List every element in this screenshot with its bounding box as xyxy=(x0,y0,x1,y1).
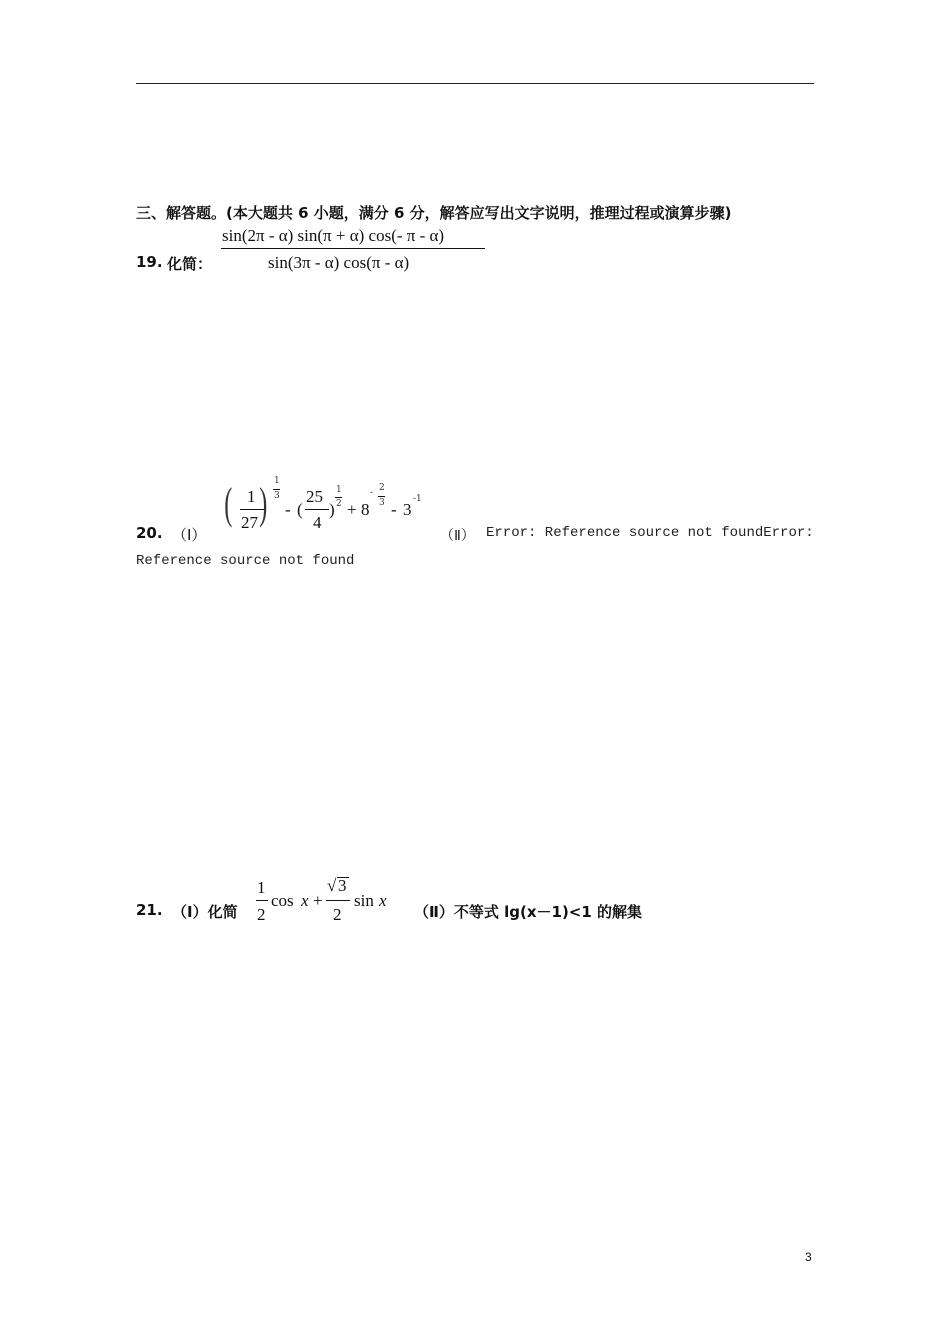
q21-f1-bar xyxy=(256,900,268,901)
q20-big-paren-left: ( xyxy=(224,479,233,528)
q21-sqrt-sign: √ xyxy=(327,876,337,895)
q20-exp1-bar xyxy=(273,489,280,490)
q20-base8: 8 xyxy=(361,500,370,519)
q19-fraction-bar xyxy=(221,248,485,249)
q20-exp2-num: 1 xyxy=(336,485,342,495)
q20-frac2-den: 4 xyxy=(313,513,322,532)
header-rule xyxy=(136,83,814,84)
q20-exp1-den: 3 xyxy=(274,491,280,501)
q20-part2: （Ⅱ） xyxy=(440,529,475,545)
q20-exp3-num: 2 xyxy=(379,483,385,493)
q20-exp3-bar xyxy=(378,496,385,497)
section-heading: 三、解答题。(本大题共 6 小题，满分 6 分，解答应写出文字说明，推理过程或演算步骤) xyxy=(136,204,732,222)
q20-frac2-bar xyxy=(305,509,329,510)
q21-label: 21. xyxy=(136,901,163,919)
q19-denominator: sin(3π - α) cos(π - α) xyxy=(268,253,410,272)
q20-exp2-den: 2 xyxy=(336,499,342,509)
q20-frac2-num: 25 xyxy=(306,487,323,506)
q21-sqrt-arg: 3 xyxy=(338,876,347,895)
q20-exp4: -1 xyxy=(413,494,422,504)
q20-error-text: Error: Reference source not foundError: xyxy=(486,525,814,541)
q20-plus: + xyxy=(347,500,357,519)
q20-frac1-den: 27 xyxy=(241,513,258,532)
q20-exp1-num: 1 xyxy=(274,476,280,486)
q20-exp2-bar xyxy=(335,497,342,498)
q21-x1: x xyxy=(301,891,309,910)
q21-f2-den: 2 xyxy=(333,905,342,924)
q20-exp3-sign: - xyxy=(370,488,374,498)
page-number: 3 xyxy=(805,1250,812,1264)
q19-prompt: 化简： xyxy=(167,255,213,273)
q20-paren-close: ) xyxy=(329,500,335,519)
q20-label: 20. xyxy=(136,524,163,542)
q20-error-text-line2: Reference source not found xyxy=(136,553,355,569)
q20-part1: （Ⅰ） xyxy=(172,526,207,544)
q19-numerator: sin(2π - α) sin(π + α) cos(- π - α) xyxy=(222,226,445,245)
q20-frac1-num: 1 xyxy=(247,487,256,506)
q21-f1-num: 1 xyxy=(257,878,266,897)
q21-part2: （Ⅱ）不等式 lg(x－1)<1 的解集 xyxy=(414,903,643,921)
q20-exp3-den: 3 xyxy=(379,498,385,508)
q19-label: 19. xyxy=(136,253,163,271)
q21-plus: + xyxy=(313,891,323,910)
q20-minus1: - xyxy=(285,500,291,519)
q21-cos: cos xyxy=(271,891,294,910)
q20-big-paren-right: ) xyxy=(259,479,268,528)
q20-paren-open: ( xyxy=(297,500,303,519)
q21-x2: x xyxy=(379,891,387,910)
q21-sin: sin xyxy=(354,891,374,910)
q21-f2-bar xyxy=(326,900,350,901)
q20-base3: 3 xyxy=(403,500,412,519)
q21-part1: （Ⅰ）化简 xyxy=(172,903,238,921)
q20-minus2: - xyxy=(391,500,397,519)
q21-f1-den: 2 xyxy=(257,905,266,924)
